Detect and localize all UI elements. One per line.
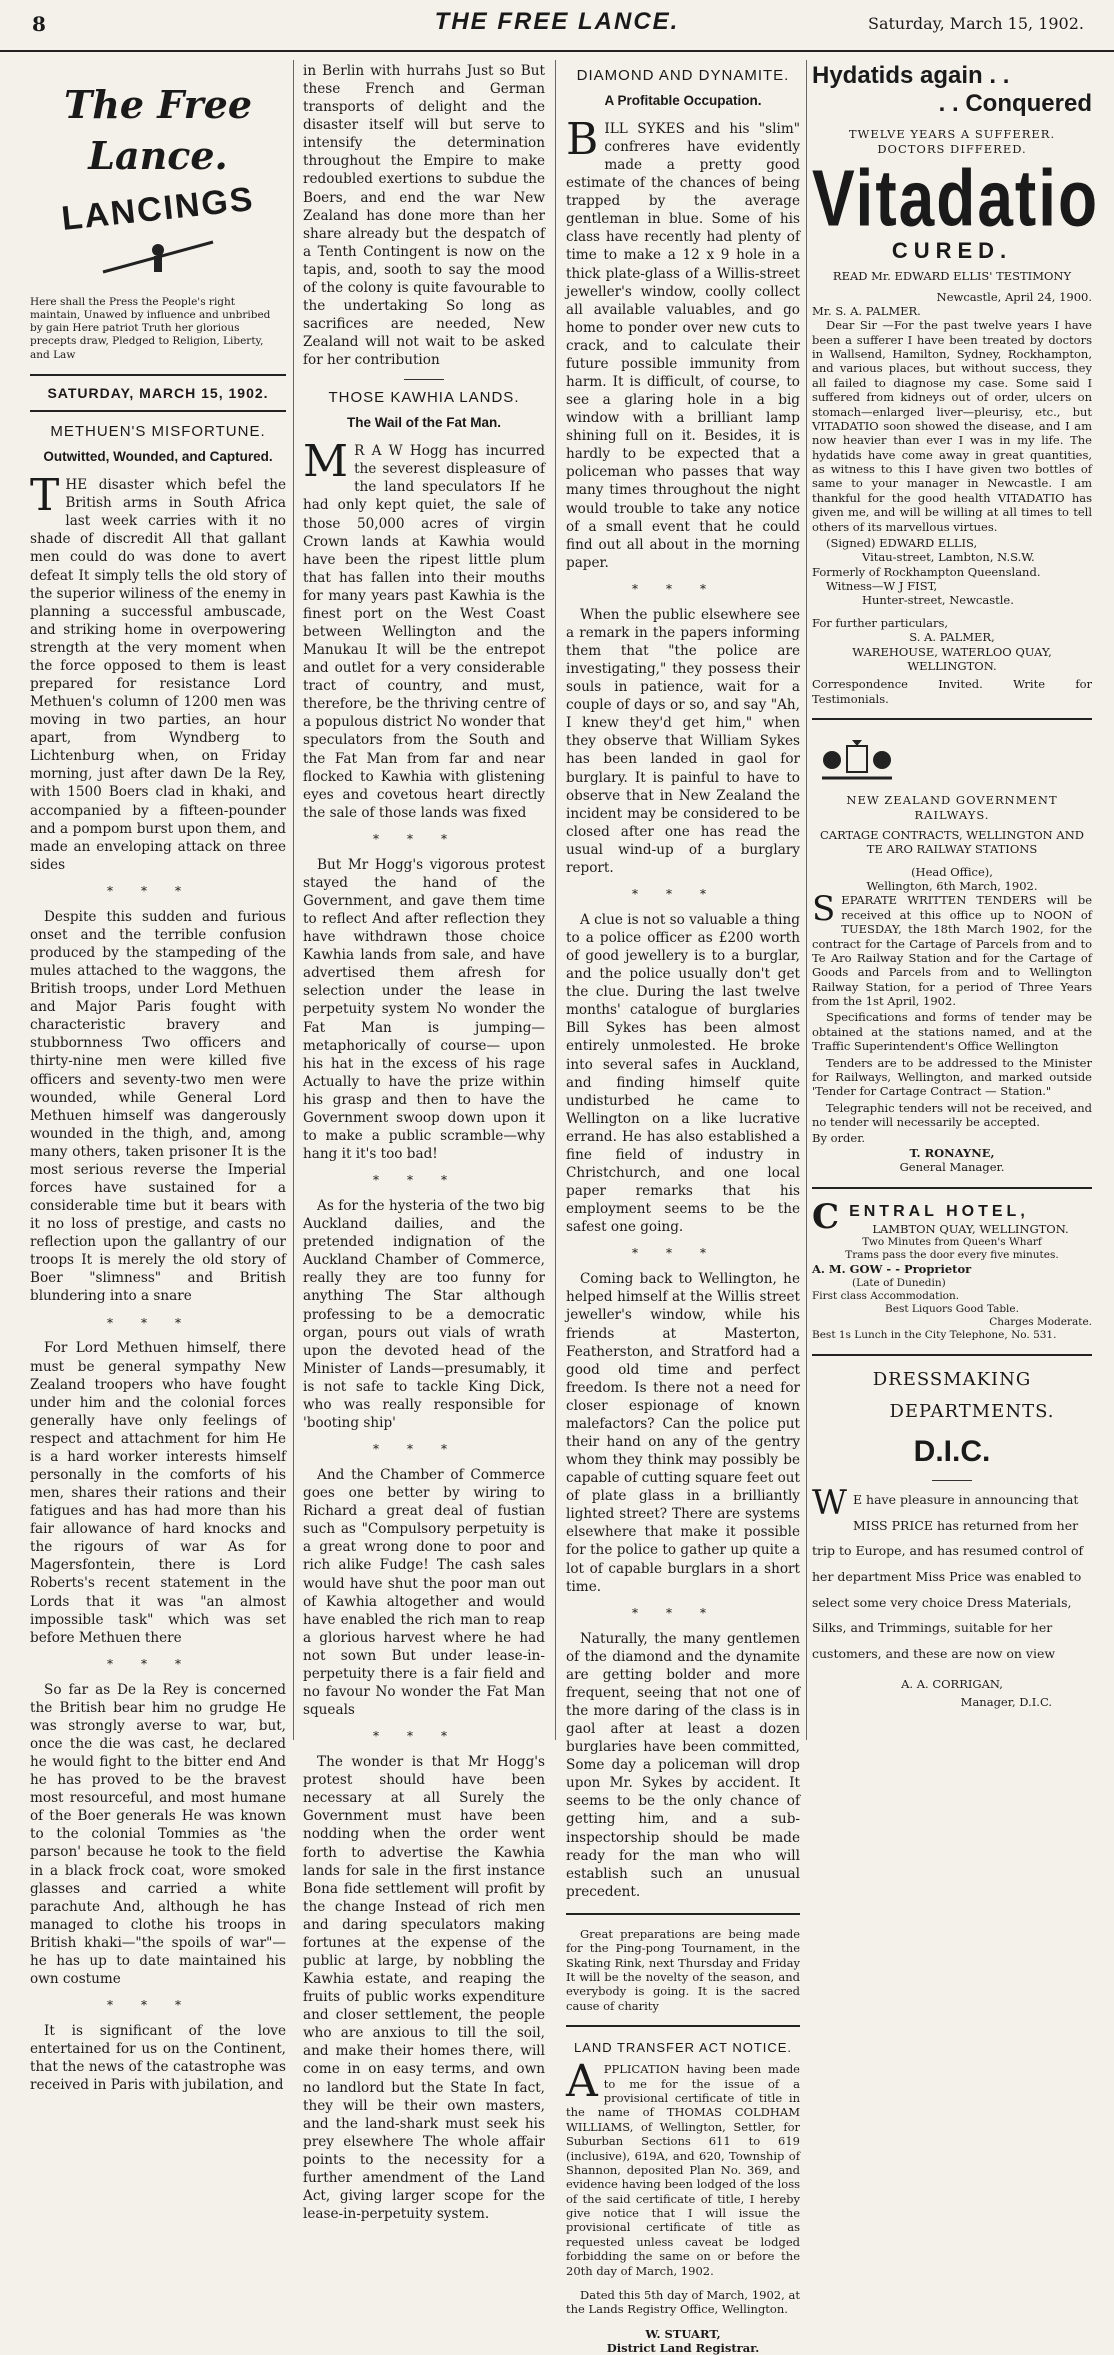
section-break: ***	[373, 1173, 475, 1188]
hotel-late: (Late of Dunedin)	[852, 1276, 946, 1289]
divider	[566, 2025, 800, 2027]
ad-order: By order.	[812, 1131, 866, 1146]
dic-role: Manager, D.I.C.	[960, 1694, 1052, 1709]
article-paragraph: BILL SYKES and his "slim" confreres have evidently made a pretty good estimate of the chances of being trapped by the average gentleman in blue. Some of his class have recently had plenty of time to make a 12 x 9 hole in a thick plate-glass of a Willis-street jeweller's window, coolly collect all available valuables, and go home to ponder over new cuts to crack, and to calculate their future possible immunity from harm. It is difficult, of course, to see a glaring hole in a big window with a brilliant lamp shining full on it. Besides, it is hardly to be expected that a policeman who passes that way many times throughout the night would trouble to take any notice of a small event that he could find out all about in the morning paper.	[566, 113, 800, 571]
logo-lancings: LANCINGS	[59, 180, 257, 239]
article-paragraph: It is significant of the love entertained for us on the Continent, that the news of the catastrophe was received in Paris with jubilation, and	[30, 2023, 286, 2094]
article-title: DIAMOND AND DYNAMITE.	[576, 67, 790, 84]
article-paragraph: The wonder is that Mr Hogg's protest should have been necessary at all Surely the Government must have been nodding when the order went forth to advertise the Kawhia lands for sale in the first instance Bona fide settlement will profit by the change Instead of rich men and daring speculators making fortunes at the expense of the public at large, by nobbling the Kawhia estate, and reaping the fruits of public works expenditure and closer settlement, the people who are anxious to till the soil, and make their homes there, will come in on easy terms, and own no landlord but the State In fact, they will be their own masters, and the land-shark must seek his prey elsewhere The whole affair points to the necessity for a further amendment of the Land Act, giving larger scope for the lease-in-perpetuity system.	[303, 1754, 545, 2223]
article-subtitle: A Profitable Occupation.	[604, 92, 762, 108]
article-paragraph: Despite this sudden and furious onset and the terrible confusion produced by the stampeding of the mules attached to the waggons, the British troops, under Lord Methuen and Major Paris fought with characteristic bravery and stubbornness Two officers and thirty-nine men were killed five officers and seventy-two men were wounded, while General Lord Methuen himself was dangerously wounded in the thigh, and, among many others, taken prisoner It is the most serious reverse the Imperial forces have sustained for a considerable time but it bears with it no loss of prestige, and casts no reflection upon the gallantry of our troops It is merely the old story of Boer "slimness" and British blundering into a snare	[30, 908, 286, 1305]
hotel-line: Best 1s Lunch in the City Telephone, No. 531.	[812, 1329, 1057, 1342]
ad-agent: WAREHOUSE, WATERLOO QUAY,	[852, 644, 1052, 659]
ad-address: Vitau-street, Lambton, N.S.W.	[862, 550, 1035, 565]
hotel-address: LAMBTON QUAY, WELLINGTON.	[872, 1221, 1069, 1236]
article-paragraph: Great preparations are being made for the Ping-pong Tournament, in the Skating Rink, next Thursday and Friday It will be the novelty of the season, and everybody is going. It is the sacred cause of charity	[566, 1926, 800, 2013]
article-paragraph: Coming back to Wellington, he helped himself at the Willis street jeweller's window, while his friends at Masterton, Featherston, and Stratford had a good old time and perfect freedom. Is there not a need for closer espionage of known malefactors? Can the police put their hand on any of the gentry whom they think may possibly be capable of cutting square feet out of plate glass in a brilliantly lighted street? There are systems elsewhere that make it possible for the police to gather up quite a lot of capable burglars in a short time.	[566, 1271, 800, 1595]
lance-rider-illustration	[98, 232, 218, 282]
hotel-line: Trams pass the door every five minutes.	[845, 1249, 1059, 1262]
ad-address: Formerly of Rockhampton Queensland.	[812, 564, 1041, 579]
ad-body: SEPARATE WRITTEN TENDERS will be received at this office up to NOON of TUESDAY, the 18th March 1902, for the contract for the Cartage of Parcels from and to Te Aro Railway Station and for the Cartage of Goods and Parcels from and to Wellington Railway Station, for a period of Three Years from the 1st April, 1902.	[812, 889, 1092, 1009]
ad-headline: Hydatids again . .	[812, 62, 1010, 89]
article-paragraph: THE disaster which befel the British arms in South Africa last week carries with it no shade of discredit All that gallant men could do was done to avert defeat It simply tells the old story of the superior wiliness of the enemy in planning a successful ambuscade, and striking home in overpowering strength at the very moment when the force opposed to them is least prepared for resistance Lord Methuen's column of 1200 men was moving in two parties, an hour apart, from Wyndberg to Lichtenburg when, on Friday morning, just after dawn De la Rey, with 1500 Boers clad in khaki, and accompanied by a fifteen-pounder and a pompom burst upon them, and made an enveloping attack on three sides	[30, 470, 286, 873]
motto: Here shall the Press the People's right maintain, Unawed by influence and unbribed by gain Here patriot Truth her glorious precepts draw, Pledged to Religion, Liberty, and Law	[30, 296, 271, 361]
column-2	[303, 62, 545, 2223]
drop-cap: S	[812, 889, 836, 930]
issue-date: SATURDAY, MARCH 15, 1902.	[30, 374, 286, 413]
ad-place-date: Newcastle, April 24, 1900.	[936, 289, 1092, 304]
ad-witness: Witness—W J FIST,	[826, 579, 938, 594]
vitadatio-brand: Vitadatio	[812, 152, 1100, 243]
dic-signature: A. A. CORRIGAN,	[901, 1676, 1003, 1691]
ad-signature: T. RONAYNE,	[909, 1145, 995, 1160]
coat-of-arms-icon	[812, 738, 902, 782]
section-break: ***	[632, 581, 734, 596]
section-break: ***	[373, 1729, 475, 1744]
column-rule	[806, 60, 807, 1740]
article-title: THOSE KAWHIA LANDS.	[328, 389, 520, 407]
hotel-line: Charges Moderate.	[989, 1316, 1092, 1329]
ad-subtitle: CARTAGE CONTRACTS, WELLINGTON AND TE ARO RAILWAY STATIONS	[819, 827, 1084, 857]
ad-body: Tenders are to be addressed to the Minister for Railways, Wellington, and marked outside 'Tender for Cartage Contract — Station."	[812, 1055, 1092, 1099]
ad-correspondence: Correspondence Invited. Write for Testimonials.	[812, 677, 1092, 706]
drop-cap: T	[30, 470, 60, 522]
article-subtitle: The Wail of the Fat Man.	[347, 415, 501, 431]
article-paragraph: But Mr Hogg's vigorous protest stayed the hand of the Government, and gave them time to reflect And after reflection they have withdrawn those choice Kawhia lands from sale, and have advertised them afresh for selection under the lease in perpetuity system No wonder the Fat Man is jumping—metaphorically of course— upon his hat in the excess of his rage Actually to have the prize within his grasp and then to have the Government swoop down upon it to make a public scramble—why hang it it's too bad!	[303, 856, 545, 1163]
hotel-line: Best Liquors Good Table.	[885, 1303, 1019, 1316]
divider	[404, 379, 444, 380]
notice-dated: Dated this 5th day of March, 1902, at the Lands Registry Office, Wellington.	[566, 2287, 800, 2317]
column-rule	[555, 60, 556, 1740]
section-break: ***	[107, 1998, 209, 2013]
column-1	[30, 62, 286, 2094]
article-paragraph: Naturally, the many gentlemen of the diamond and the dynamite are getting bolder and more frequent, seeing that not one of the more daring of the class is in gaol after at least a dozen burglaries have been committed, Some day a policeman will drop upon Mr. Sykes by accident. It seems to be the only chance of getting him, and a sub-inspectorship should be made ready for the man who will establish such an unusual precedent.	[566, 1630, 800, 1900]
ad-body: Telegraphic tenders will not be received, and no tender will necessarily be accepted.	[812, 1100, 1092, 1130]
ad-signed: (Signed) EDWARD ELLIS,	[826, 535, 978, 550]
ad-address: Hunter-street, Newcastle.	[862, 593, 1014, 608]
ad-body: Specifications and forms of tender may be obtained at the stations named, and at the Traffic Superintendent's Office Wellington	[812, 1010, 1092, 1054]
dic-logo: D.I.C.	[913, 1435, 991, 1469]
section-break: ***	[107, 883, 209, 898]
drop-cap: B	[566, 113, 599, 165]
ad-further: For further particulars,	[812, 615, 949, 630]
section-break: ***	[373, 1442, 475, 1457]
article-paragraph: A clue is not so valuable a thing to a police officer as £200 worth of good jewellery is to a burglar, and the police usually don't get the clue. During the last twelve months' catalogue of burglaries Bill Sykes has been almost entirely unmolested. He broke into several safes in Auckland, and finding himself quite undisturbed he came to Wellington on a like lucrative errand. He has also established a fine field of industry in Christchurch, and one local paper remarks that his employment seems to be the safest one going.	[566, 911, 800, 1236]
column-rule	[293, 60, 294, 1740]
article-paragraph: And the Chamber of Commerce goes one better by wiring to Richard a great deal of fustian such as "Compulsory perpetuity is a great wrong done to poor and rich alike Fudge! The cash sales would have shut the poor man out of Kawhia altogether and would have enabled the rich man to reap a glorious harvest where he had not sown But under lease-in-perpetuity there is a fair field and no favour No wonder the Fat Man squeals	[303, 1467, 545, 1719]
notice-body: APPLICATION having been made to me for the issue of a provisional certificate of title in the name of THOMAS COLDHAM WILLIAMS, of Wellington, Settler, for Suburban Sections 611 to 619 (inclusive), 619A, and 620, Township of Shannon, deposited Plan No. 369, and evidence having been lodged of the loss of the said certificate of title, I hereby give notice that I will issue the provisional certificate of title as requested unless caveat be lodged forbidding the same on or before the 20th day of March, 1902.	[566, 2056, 800, 2278]
column-4	[812, 62, 1100, 1744]
dic-title: DRESSMAKING	[872, 1369, 1032, 1391]
article-paragraph: As for the hysteria of the two big Auckland dailies, and the pretended indignation of the Auckland Chamber of Commerce, really they are too funny for anything The Star although professing to be a democratic organ, pours out vials of wrath upon the devoted head of the Minister of Lands—presumably, it is not safe to tackle King Dick, who was really responsible for 'booting ship'	[303, 1198, 545, 1432]
ad-title: NEW ZEALAND GOVERNMENT RAILWAYS.	[846, 793, 1058, 822]
notice-role: District Land Registrar.	[606, 2341, 760, 2355]
article-paragraph: For Lord Methuen himself, there must be general sympathy New Zealand troopers who have fought under him and the colonial forces generally have only feelings of respect and attachment for him He is a hard worker interests himself personally in the comforts of his men, shares their rations and their fatigues and has had more than his fair allowance of hard knocks and the rigours of war As for Magersfontein, there is Lord Roberts's recent statement in the Lords that it was "an almost impossible task" which was set before Methuen there	[30, 1340, 286, 1646]
section-break: ***	[107, 1656, 209, 1671]
page-header	[0, 0, 1114, 52]
ad-salutation: Mr. S. A. PALMER.	[812, 303, 921, 318]
ad-role: General Manager.	[899, 1160, 1005, 1175]
section-break: ***	[632, 1605, 734, 1620]
ad-read: READ Mr. EDWARD ELLIS' TESTIMONY	[832, 269, 1072, 284]
notice-signature: W. STUART,	[645, 2326, 721, 2341]
drop-cap: W	[812, 1483, 847, 1524]
hotel-line: Two Minutes from Queen's Wharf	[862, 1236, 1042, 1249]
ad-line: TWELVE YEARS A SUFFERER.	[848, 127, 1056, 142]
article-paragraph: in Berlin with hurrahs Just so But these French and German transports of delight and the disaster itself will but serve to intensify the determination throughout the Empire to make redoubled exertions to subdue the Boers, and end the war New Zealand has done more than her share already but the despatch of a Tenth Contingent is now on the tapis, and, sooth to say the mood of the colony is quite favourable to the undertaking So long as sacrifices are needed, New Zealand will not wait to be asked for her contribution	[303, 63, 545, 369]
hotel-line: First class Accommodation.	[812, 1289, 960, 1302]
article-paragraph: M R A W Hogg has incurred the severest displeasure of the land speculators If he had only kept quiet, the sale of those 50,000 acres of virgin Crown lands at Kawhia would have been the ripest little plum that has fallen into their mouths for many years past Kawhia is the finest port on the West Coast between Wellington and the Manukau It will be the entrepot and outlet for a very considerable tract of country, and must, therefore, be the thriving centre of a populous district No wonder that speculators from the South and the Fat Man from far and near flocked to Kawhia with glistening eyes and covetous heart directly the sale of those lands was fixed	[303, 436, 545, 821]
section-break: ***	[107, 1315, 209, 1330]
hotel-name: CENTRAL HOTEL,	[812, 1196, 1029, 1237]
drop-cap: A	[566, 2056, 598, 2108]
article-title: METHUEN'S MISFORTUNE.	[50, 423, 266, 441]
divider	[812, 1354, 1092, 1356]
divider	[566, 1913, 800, 1915]
section-break: ***	[632, 886, 734, 901]
header-date: Saturday, March 15, 1902.	[867, 14, 1084, 33]
dic-body: W E have pleasure in announcing that MISS PRICE has returned from her trip to Europe, and has resumed control of her department Miss Price was enabled to select some very choice Dress Materials, Silks, and Trimmings, suitable for her customers, and these are now on view	[812, 1483, 1084, 1661]
ad-cured: CURED.	[891, 237, 1013, 263]
section-break: ***	[632, 1246, 734, 1261]
ad-agent: WELLINGTON.	[907, 658, 997, 673]
logo-title: The Free Lance.	[64, 82, 252, 178]
ad-date: Wellington, 6th March, 1902.	[866, 879, 1038, 894]
divider	[812, 718, 1092, 720]
ad-office: (Head Office),	[911, 864, 993, 879]
masthead: THE FREE LANCE.	[434, 8, 680, 35]
article-subtitle: Outwitted, Wounded, and Captured.	[43, 449, 273, 465]
page-number: 8	[32, 12, 46, 36]
free-lance-logo	[30, 80, 286, 290]
article-paragraph: So far as De la Rey is concerned the British bear him no grudge He was strongly averse to war, but, once the die was cast, he declared he would fight to the bitter end And he has proved to be the bravest most resourceful, and most humane of the Boer generals He was known to the colonial Tommies as 'the parson' because he took to the field in a black frock coat, wore smoked glasses and carried a white parachute And, although he has managed to clothe his troops in British khaki—"the spoils of war"—he has up to date maintained his own costume	[30, 1681, 286, 1987]
hotel-proprietor: A. M. GOW - - Proprietor	[812, 1262, 972, 1277]
section-break: ***	[373, 831, 475, 846]
divider	[812, 1187, 1092, 1189]
ad-line: DOCTORS DIFFERED.	[877, 141, 1027, 156]
dic-title: DEPARTMENTS.	[889, 1401, 1055, 1423]
article-paragraph: When the public elsewhere see a remark in the papers informing them that "the police are investigating," they possess their souls in patience, wait for a couple of days or so, and say "Ah, I knew they'd get him," when they observe that William Sykes has been landed in gaol for burglary. It is painful to have to observe that in New Zealand the incident may be considered to be closed after one has read the usual wind-up of a burglary report.	[566, 606, 800, 876]
notice-title: LAND TRANSFER ACT NOTICE.	[573, 2040, 793, 2056]
ad-testimony: Dear Sir —For the past twelve years I have been a sufferer I have been treated by doctors in Wallsend, Hamilton, Sydney, Rockhampton, and various places, but without success, they all failed to diagnose my case. Some said I suffered from kidneys out of order, ulcers on stomach—enlarged liver—pleurisy, etc., but VITADATIO soon showed the disease, and I am now heavier than ever I was in my life. The hydatids have come away in great quantities, as witness to this I have given two bottles of same to your manager in Newcastle. I am thankful for the good health VITADATIO has given me, and will be willing at all times to tell others of its marvellous virtues.	[812, 318, 1092, 534]
drop-cap: M	[303, 436, 349, 488]
ad-headline: . . Conquered	[938, 89, 1092, 117]
divider	[932, 1480, 972, 1481]
column-3	[566, 62, 800, 2355]
ad-agent: S. A. PALMER,	[909, 630, 995, 645]
